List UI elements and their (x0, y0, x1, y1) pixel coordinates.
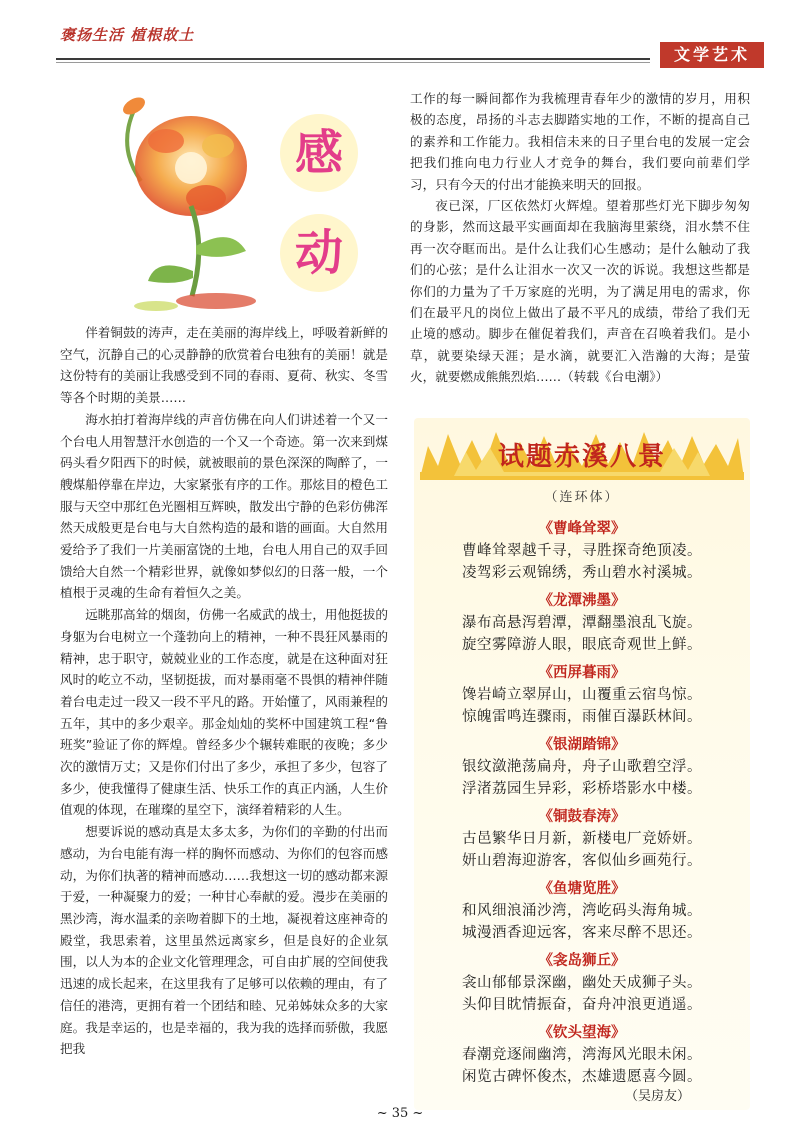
title-char-2: 动 (280, 214, 358, 292)
flower-illustration (96, 86, 266, 316)
poem (414, 878, 750, 944)
poem-line: 旋空雾障游人眼，眼底奇观世上鲜。 (462, 637, 702, 653)
poem-name: 《银湖踏锦》 (538, 736, 626, 753)
poem-line: 和风细浪涌沙湾，湾屹码头海角城。 (462, 903, 702, 919)
paragraph: 工作的每一瞬间都作为我梳理青春年少的激情的岁月，用积极的态度，昂扬的斗志去脚踏实地的工作，不断的提高自己的素养和工作能力。我相信未来的日子里台电的发展一定会把我们推向电力行业人才竞争的舞台，我们要向前辈们学习，只有今天的付出才能换来明天的回报。 (410, 91, 750, 192)
poem (414, 518, 750, 584)
poem-line: 银纹潋滟荡扁舟，舟子山歌碧空浮。 (462, 759, 702, 775)
poem-name: 《曹峰耸翠》 (538, 520, 626, 537)
poem-name: 《铜鼓春涛》 (538, 808, 626, 825)
poem (414, 590, 750, 656)
poem-line: 惊魄雷鸣连骤雨，雨催百瀑跃林间。 (462, 709, 702, 725)
title-char-1: 感 (280, 114, 358, 192)
header-rule-thin (56, 62, 650, 63)
poem-collection-subtitle: （连环体） (544, 490, 620, 505)
poem-name: 《龙潭沸墨》 (538, 592, 626, 609)
poem-line: 妍山碧海迎游客，客似仙乡画苑行。 (462, 853, 702, 869)
poem-line: 衾山郁郁景深幽，幽处天成狮子头。 (462, 975, 702, 991)
poem (414, 950, 750, 1016)
paragraph: 夜已深，厂区依然灯火辉煌。望着那些灯光下脚步匆匆的身影，然而这最平实画面却在我脑海里萦绕，泪水禁不住再一次夺眶而出。是什么让我们心生感动；是什么触动了我们的心弦；是什么让泪水一次又一次的诉说。我想这些都是你们的力量为了千万家庭的光明，为了满足用电的需求，你们在最平凡的岗位上做出了最不平凡的成绩，带给了我们无止境的感动。脚步在催促着我们，声音在召唤着我们。是小草，就要染绿天涯；是水滴，就要汇入浩瀚的大海；是萤火，就要燃成熊熊烈焰……（转载《台电潮》） (410, 198, 750, 385)
poem-line: 瀑布高悬泻碧潭，潭翻墨浪乱飞旋。 (462, 615, 702, 631)
poem-name: 《钦头望海》 (538, 1024, 626, 1041)
poem-line: 头仰目眈情振奋，奋舟冲浪更逍遥。 (462, 997, 702, 1013)
column-tag: 文学艺术 (660, 42, 764, 68)
header-rule (56, 58, 650, 60)
poem-line: 春潮竞逐闹幽湾，湾海风光眼未闲。 (462, 1047, 702, 1063)
poem-author: （吴房友） (624, 1089, 690, 1104)
poem-line: 凌驾彩云观锦绣，秀山碧水衬溪城。 (462, 565, 702, 581)
poem-line: 闲览古碑怀俊杰，杰雄遗愿喜今圆。 (462, 1069, 702, 1085)
poem-name: 《西屏暮雨》 (538, 664, 626, 681)
article-title (268, 108, 372, 308)
article-left-column (60, 322, 388, 1060)
poem-line: 城漫酒香迎远客，客来尽醉不思还。 (462, 925, 702, 941)
poem-line: 馋岩崎立翠屏山，山覆重云宿鸟惊。 (462, 687, 702, 703)
header-slogan: 褒扬生活 植根故土 (60, 26, 195, 44)
paragraph: 想要诉说的感动真是太多太多，为你们的辛勤的付出而感动，为台电能有海一样的胸怀而感动、为你们的包容而感动，为你们执著的精神而感动……我想这一切的感动都来源于爱，一种凝聚力的爱；一种甘心奉献的爱。漫步在美丽的黑沙湾，海水温柔的亲吻着脚下的土地，凝视着这座神奇的殿堂，我思索着，这里虽然远离家乡，但是良好的企业氛围，以人为本的企业文化管理理念，可自由扩展的空间使我迅速的成长起来，在这里我有了足够可以依赖的理由，有了信任的港湾，更拥有着一个团结和睦、兄弟姊妹众多的大家庭。我是幸运的，也是幸福的，我为我的选择而骄傲，我愿把我 (60, 824, 388, 1057)
poem-name: 《鱼塘览胜》 (538, 880, 626, 897)
poem (414, 734, 750, 800)
poem-line: 曹峰耸翠越千寻，寻胜探奇绝顶凌。 (462, 543, 702, 559)
poem-list (414, 518, 750, 1094)
page-number: ~ 35 ~ (376, 1106, 424, 1121)
poem-line: 古邑繁华日月新，新楼电厂竞娇妍。 (462, 831, 702, 847)
paragraph: 海水拍打着海岸线的声音仿佛在向人们讲述着一个又一个台电人用智慧汗水创造的一个又一个奇迹。第一次来到煤码头看夕阳西下的时候，就被眼前的景色深深的陶醉了，一艘煤船停靠在岸边，大家紧张有序的工作。那炫目的橙色工服与天空中那红色光圈相互辉映，散发出宁静的色彩仿佛浑然天成般更是台电与大自然构造的最和谐的画面。大自然用爱给予了我们一片美丽富饶的土地，台电人用自己的双手回馈给大自然一个精彩世界，就像如梦似幻的日落一般，一个植根于灵魂的生命有着恒久之美。 (60, 411, 388, 601)
poem (414, 1022, 750, 1088)
poem-box (414, 418, 750, 1110)
poem-collection-title: 试题赤溪八景 (497, 442, 666, 472)
paragraph: 伴着铜鼓的涛声，走在美丽的海岸线上，呼吸着新鲜的空气，沉静自己的心灵静静的欣赏着台电独有的美丽！就是这份特有的美丽让我感受到不同的春雨、夏荷、秋实、冬雪等各个时期的美景…… (60, 325, 388, 406)
poem-name: 《衾岛狮丘》 (538, 952, 626, 969)
poem-line: 浮渚荔园生异彩，彩桥塔影水中楼。 (462, 781, 702, 797)
poem (414, 806, 750, 872)
paragraph: 远眺那高耸的烟囱，仿佛一名威武的战士，用他挺拔的身躯为台电树立一个蓬勃向上的精神，一种不畏狂风暴雨的精神，忠于职守，兢兢业业的工作态度，就是在这种面对狂风时的屹立不动，坚韧挺拔，而对暴雨毫不畏惧的精神伴随着台电走过一段又一段不平凡的路。开始懂了，风雨兼程的五年，其中的多少艰辛。那金灿灿的奖杯中国建筑工程“鲁班奖”验证了你的辉煌。曾经多少个辗转难眠的夜晚；多少次的激情万丈；又是你们付出了多少，承担了多少，包容了多少，使我懂得了健康生活、快乐工作的真正内涵，人生价值观的体现，在璀璨的星空下，演绎着精彩的人生。 (60, 607, 388, 818)
article-right-column (410, 88, 750, 388)
poem (414, 662, 750, 728)
